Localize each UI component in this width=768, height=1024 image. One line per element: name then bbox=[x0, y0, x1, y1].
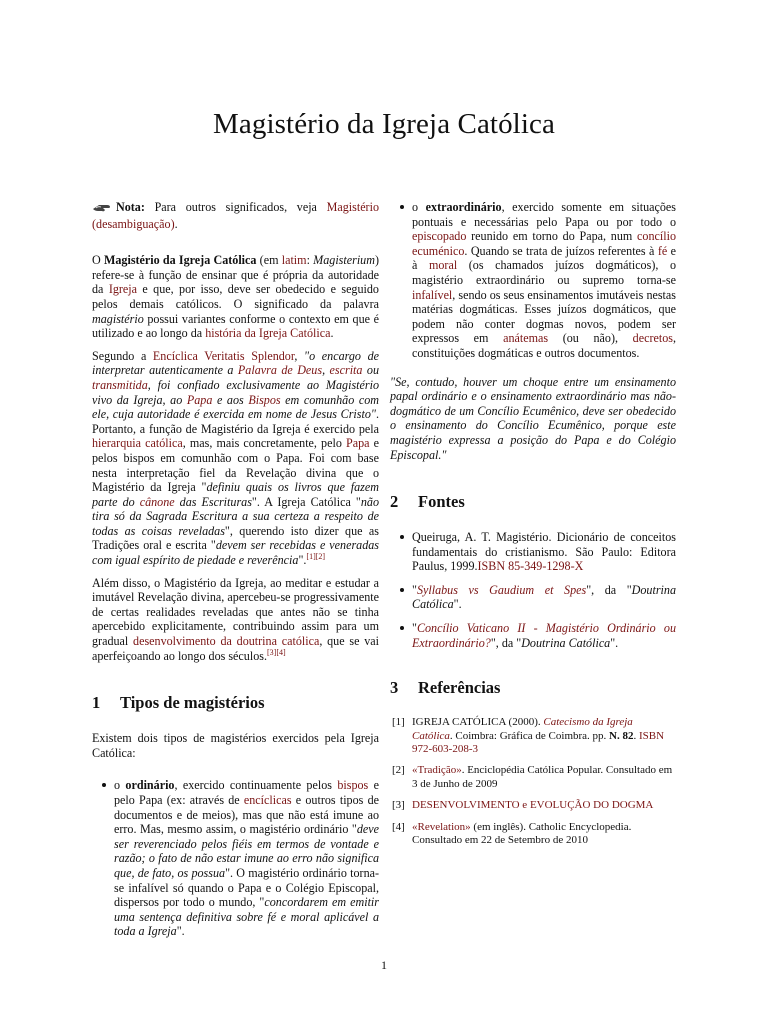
left-column bbox=[92, 200, 379, 948]
magisterio-types-list-continued bbox=[390, 200, 676, 361]
disambiguation-link[interactable]: Magistério (desambiguação) bbox=[92, 200, 379, 231]
reference-number: [4] bbox=[392, 820, 405, 833]
note-text: Para outros significados, veja bbox=[144, 200, 327, 214]
inline-link[interactable]: escrita bbox=[329, 363, 363, 378]
text-run: ". O magistério ordinário torna-se infalível só quando o Papa e o Colégio Episcopal, dispersos por todo o mundo, " bbox=[114, 865, 380, 910]
inline-link[interactable]: Concílio Vaticano II - Magistério Ordinário ou Extraordinário? bbox=[412, 621, 676, 650]
text-run: . bbox=[633, 729, 639, 742]
text-run: ou bbox=[362, 363, 380, 378]
text-run: : bbox=[306, 253, 314, 268]
section-title: Fontes bbox=[418, 492, 465, 512]
text-run: IGREJA CATÓLICA (2000). bbox=[412, 716, 544, 729]
section-title: Referências bbox=[418, 678, 501, 698]
text-run: não tira só da Sagrada Escritura a sua certeza a respeito de todas as coisas reveladas bbox=[92, 494, 380, 538]
text-run: possui variantes conforme o contexto em que é utilizado e ao longo da bbox=[92, 311, 379, 341]
inline-link[interactable]: hierarquia católica bbox=[92, 436, 183, 451]
text-run: (em bbox=[256, 253, 282, 268]
right-column bbox=[390, 200, 676, 856]
text-run: . Quando se trata de juízos referentes à bbox=[464, 243, 658, 258]
text-run: , bbox=[294, 348, 305, 363]
text-run: , foi confiado exclusivamente ao Magistério vivo da Igreja, ao bbox=[92, 377, 379, 407]
inline-link[interactable]: Papa bbox=[186, 392, 213, 407]
text-run: , sendo os seus ensinamentos imutáveis nestas matérias dogmáticas. Esses juízos dogmáticos, que podem não conter dogmas novos, podem ser expressos em bbox=[412, 287, 676, 346]
text-run: "o encargo de interpretar autenticamente a bbox=[92, 348, 379, 378]
inline-link[interactable]: ISBN 85-349-1298-X bbox=[477, 559, 584, 574]
text-run: , constituições dogmáticas e outros documentos. bbox=[412, 331, 676, 360]
inline-link[interactable]: desenvolvimento da doutrina católica bbox=[133, 634, 320, 649]
text-run: (ou não), bbox=[548, 331, 633, 346]
text-run: Doutrina Católica bbox=[521, 635, 611, 650]
inline-link[interactable]: moral bbox=[428, 258, 458, 273]
text-run: ". bbox=[610, 635, 619, 650]
inline-link[interactable]: episcopado bbox=[412, 229, 467, 244]
text-run: Além disso, o Magistério da Igreja, ao meditar e estudar a imutável Revelação divina, apercebeu-se progressivamente de certas realidades reveladas que antes não se tinha apercebido explicitamente, contribuindo assim para um gradual bbox=[92, 575, 379, 649]
text-run: definiu quais os livros que fazem parte do bbox=[92, 480, 379, 509]
inline-link[interactable]: Igreja bbox=[108, 282, 138, 297]
section-number: 2 bbox=[390, 492, 399, 512]
inline-link[interactable]: decretos bbox=[632, 331, 673, 346]
inline-link[interactable]: Syllabus vs Gaudium et Spes bbox=[416, 582, 587, 597]
inline-link[interactable]: ISBN 972-603-208-3 bbox=[412, 729, 665, 756]
text-run: O bbox=[92, 253, 104, 268]
inline-link[interactable]: DESENVOLVIMENTO e EVOLUÇÃO DO DOGMA bbox=[412, 799, 654, 812]
inline-link[interactable]: história da Igreja Católica bbox=[205, 326, 331, 341]
text-run: , mas, mais concretamente, pelo bbox=[182, 436, 346, 451]
text-run: reunido em torno do Papa, num bbox=[466, 229, 638, 244]
text-run: , exercido continuamente pelos bbox=[174, 778, 338, 793]
intro-paragraph-2 bbox=[92, 349, 379, 568]
text-run: ", querendo isto dizer que as Tradições oral e escrita " bbox=[92, 523, 379, 553]
text-run: ) refere-se à função de ensinar que é própria da autoridade da bbox=[92, 253, 379, 297]
inline-link[interactable]: transmitida bbox=[92, 377, 148, 392]
text-run: (os chamados juízos dogmáticos), o magistério extraordinário ou supremo torna-se bbox=[412, 258, 676, 287]
text-run: ". bbox=[453, 597, 462, 612]
inline-link[interactable]: Palavra de Deus bbox=[237, 363, 323, 378]
text-run: e aos bbox=[212, 392, 249, 407]
inline-link[interactable]: «Revelation» bbox=[412, 820, 471, 833]
list-item-ordinario bbox=[92, 778, 379, 939]
inline-link[interactable]: «Tradição» bbox=[412, 764, 462, 777]
list-item-extraordinario bbox=[390, 200, 676, 361]
text-run: deve ser reverenciado pelos fiéis em termos de vontade e razão; o fato de não estar imune ao erro não significa que, de fato, os possua bbox=[114, 822, 379, 880]
inline-link[interactable]: cânone bbox=[139, 494, 175, 509]
text-run: e pelo Papa (ex: através de bbox=[114, 778, 379, 807]
text-run: concordarem em emitir uma sentença definitiva sobre fé e moral aplicável a toda a Igreja bbox=[114, 895, 380, 939]
page-number: 1 bbox=[381, 958, 387, 972]
section-heading-fontes bbox=[390, 492, 676, 512]
text-run: Doutrina Católica bbox=[412, 582, 676, 612]
text-run: magistério bbox=[92, 311, 144, 326]
inline-link[interactable]: Papa bbox=[346, 436, 370, 451]
reference-item bbox=[390, 716, 676, 756]
text-run: extraordinário bbox=[425, 200, 502, 214]
text-run: Magistério da Igreja Católica bbox=[103, 253, 257, 268]
text-run: . Enciclopédia Católica Popular. Consultado em 3 de Junho de 2009 bbox=[412, 764, 673, 790]
text-run: das Escrituras bbox=[174, 494, 252, 509]
list-item bbox=[390, 621, 676, 650]
text-run: " bbox=[412, 621, 417, 636]
inline-link[interactable]: infalível bbox=[412, 287, 453, 302]
text-run: ", da " bbox=[490, 635, 522, 650]
reference-item bbox=[390, 764, 676, 791]
text-run: , bbox=[322, 363, 330, 378]
text-run: Segundo a bbox=[92, 348, 153, 363]
text-run: . bbox=[330, 326, 334, 341]
text-run: o bbox=[412, 200, 426, 214]
text-run: . Portanto, a função de Magistério da Igreja é exercido pela bbox=[92, 407, 379, 436]
list-item bbox=[390, 583, 676, 612]
magisterio-types-list bbox=[92, 778, 379, 939]
text-run: ", da " bbox=[586, 582, 632, 597]
citation-link[interactable]: [1][2] bbox=[306, 552, 326, 562]
reference-text bbox=[412, 799, 653, 811]
list-item bbox=[390, 530, 676, 574]
reference-item bbox=[390, 799, 676, 812]
text-run: e outros tipos de documentos e de meios), mas que não está imune ao erro. Mas, mesmo assim, o magistério ordinário " bbox=[114, 793, 379, 837]
section-number: 3 bbox=[390, 678, 399, 698]
text-run: ". bbox=[298, 553, 307, 568]
inline-link[interactable]: encíclicas bbox=[243, 793, 292, 807]
text-run: (em inglês). Catholic Encyclopedia. Consultado em 22 de Setembro de 2010 bbox=[412, 820, 632, 847]
inline-link[interactable]: Catecismo da Igreja Católica bbox=[412, 716, 633, 742]
citation-link[interactable]: [3][4] bbox=[266, 647, 286, 657]
text-run: Queiruga, A. T. Magistério. Dicionário de conceitos fundamentais do cristianismo. São Paulo: Editora Paulus, 1999. bbox=[412, 530, 676, 574]
text-run: ". A Igreja Católica " bbox=[251, 494, 361, 509]
note-label: Nota: bbox=[116, 200, 145, 214]
text-run: ordinário bbox=[125, 778, 175, 793]
quote-block: "Se, contudo, houver um choque entre um ensinamento papal ordinário e o ensinamento extraordinário mas não-dogmático de um Concílio Ecumênico, deve ser obedecido o ensinamento do Concílio Ecumênico, porque este magistério expressa a posição do Papa e do Colégio Episcopal." bbox=[390, 374, 676, 462]
reference-number: [1] bbox=[392, 716, 405, 729]
inline-link[interactable]: anátemas bbox=[503, 331, 549, 346]
reference-item bbox=[390, 821, 676, 848]
text-run: , que se vai aperfeiçoando ao longo dos séculos. bbox=[92, 634, 379, 663]
pointing-hand-icon bbox=[92, 202, 116, 217]
inline-link[interactable]: Encíclica Veritatis Splendor bbox=[152, 348, 295, 363]
text-run: em comunhão com ele, cuja autoridade é exercida em nome de Jesus Cristo" bbox=[92, 392, 380, 422]
intro-paragraph-3 bbox=[92, 576, 379, 664]
reference-text bbox=[412, 764, 672, 789]
inline-link[interactable]: concílio ecuménico bbox=[412, 229, 676, 258]
text-run: devem ser recebidas e veneradas com igual espírito de piedade e reverência bbox=[92, 538, 379, 568]
reference-number: [2] bbox=[392, 764, 405, 777]
text-run: ". bbox=[176, 924, 185, 939]
reference-number: [3] bbox=[392, 799, 405, 812]
text-run: o bbox=[114, 778, 126, 793]
page-title: Magistério da Igreja Católica bbox=[213, 108, 555, 140]
inline-link[interactable]: Bispos bbox=[248, 392, 281, 407]
intro-paragraph-1 bbox=[92, 253, 379, 341]
text-run: e à bbox=[412, 243, 676, 273]
reference-text bbox=[412, 716, 664, 755]
inline-link[interactable]: fé bbox=[657, 243, 668, 258]
disambiguation-note bbox=[92, 200, 379, 231]
section-intro: Existem dois tipos de magistérios exercidos pela Igreja Católica: bbox=[92, 731, 379, 760]
reference-text bbox=[412, 821, 631, 846]
inline-link[interactable]: bispos bbox=[337, 778, 369, 793]
text-run: . Coimbra: Gráfica de Coimbra. pp. bbox=[449, 729, 610, 742]
section-title: Tipos de magistérios bbox=[120, 693, 265, 713]
section-number: 1 bbox=[92, 693, 101, 713]
sources-list bbox=[390, 530, 676, 650]
text-run: , exercido somente em situações pontuais e necessárias pelo Papa ou por todo o bbox=[412, 200, 677, 229]
text-run: " bbox=[412, 582, 417, 597]
inline-link[interactable]: latim bbox=[281, 253, 307, 268]
text-run: N. 82 bbox=[609, 729, 634, 742]
text-run: e pelos bispos em comunhão com o Papa. Foi com base nesta interpretação fiel da Revelação divina que o Magistério da Igreja " bbox=[92, 436, 379, 495]
section-heading-tipos bbox=[92, 693, 379, 713]
note-end: . bbox=[174, 216, 178, 231]
references-list bbox=[390, 716, 676, 847]
text-run: Magisterium bbox=[313, 253, 375, 268]
section-heading-referencias bbox=[390, 678, 676, 698]
text-run: e que, por isso, deve ser obedecido e seguido pelos demais católicos. O significado da palavra bbox=[92, 282, 379, 311]
